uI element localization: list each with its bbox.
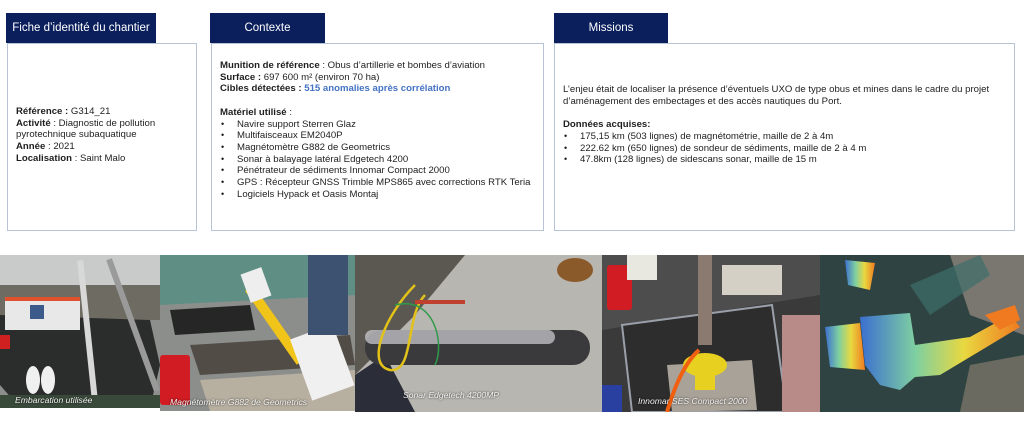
field-value: G314_21 [68, 106, 111, 117]
field-label: Cibles détectées : [220, 83, 302, 95]
acquired-data-list [563, 131, 1006, 166]
field-value: : Saint Malo [71, 152, 126, 164]
bathymetry-map-image [820, 255, 1024, 412]
tab-contexte [210, 13, 325, 43]
field-value: : 2021 [45, 141, 75, 153]
field-label: Matériel utilisé [220, 106, 287, 118]
photo-caption: Innomar SES Compact 2000 [638, 396, 748, 406]
list-item: • Magnétomètre G882 de Geometrics [220, 142, 535, 154]
field-label: Année [16, 141, 46, 153]
list-item: • GPS : Récepteur GNSS Trimble MPS865 avec corrections RTK Teria [220, 177, 535, 189]
photo-boat [0, 255, 160, 408]
photo-caption: Magnétomètre G882 de Geometrics [170, 397, 308, 407]
tab-missions [554, 13, 668, 43]
field-label: Localisation [16, 152, 72, 164]
ses-image [602, 255, 820, 412]
field-value: 515 anomalies après corrélation [301, 83, 451, 95]
photo-caption: Sonar Edgetech 4200MP [403, 390, 500, 400]
magnetometer-image [160, 255, 355, 411]
boat-image [0, 255, 160, 408]
tab-label: Fiche d’identité du chantier [12, 22, 150, 34]
sonar-image [355, 255, 602, 412]
equipment-heading [220, 107, 535, 119]
acquired-data-heading: Données acquises: [563, 119, 651, 131]
targets-field [220, 83, 535, 95]
field-label: Munition de référence [220, 60, 320, 71]
list-item: • Pénétrateur de sédiments Innomar Compact 2000 [220, 165, 535, 177]
photo-caption: Embarcation utilisée [15, 395, 93, 405]
field-suffix: : [286, 106, 292, 118]
tab-label: Missions [588, 22, 634, 34]
list-item: • Sonar à balayage latéral Edgetech 4200 [220, 154, 535, 166]
list-item: • Multifaisceaux EM2040P [220, 130, 535, 142]
identity-panel [7, 43, 197, 231]
photo-bathymetry-map [820, 255, 1024, 412]
field-label: Référence : [16, 106, 69, 117]
list-item: • 222.62 km (650 lignes) de sondeur de sédiments, maille de 2 à 4 m [563, 143, 1006, 155]
photo-sonar [355, 255, 602, 412]
photo-magnetometer [160, 255, 355, 411]
list-item: • 47.8km (128 lignes) de sidescans sonar, maille de 15 m [563, 154, 1006, 166]
field-value: 697 600 m² (environ 70 ha) [261, 71, 380, 83]
field-value: : Diagnostic de pollution pyrotechnique subaquatique [16, 117, 156, 141]
activity-field [16, 118, 188, 141]
tab-label: Contexte [244, 22, 291, 34]
field-value: : Obus d’artillerie et bombes d’aviation [319, 60, 485, 71]
location-field [16, 153, 188, 165]
list-item: • Navire support Sterren Glaz [220, 119, 535, 131]
field-label: Surface : [220, 71, 262, 83]
list-item: • Logiciels Hypack et Oasis Montaj [220, 189, 535, 201]
surface-field [220, 72, 535, 84]
missions-intro: L’enjeu était de localiser la présence d’éventuels UXO de type obus et mines dans le cadre du projet d’aménagement des embectages et des accès nautiques du Port. [563, 84, 990, 107]
munition-field [220, 60, 535, 72]
field-label: Activité [16, 117, 51, 129]
photo-ses [602, 255, 820, 412]
year-field [16, 141, 188, 153]
equipment-list [220, 119, 535, 201]
list-item: • 175,15 km (503 lignes) de magnétométrie, maille de 2 à 4m [563, 131, 1006, 143]
reference-field [16, 106, 188, 118]
context-panel [211, 43, 544, 231]
missions-panel [554, 43, 1015, 231]
tab-fiche-identite [6, 13, 156, 43]
